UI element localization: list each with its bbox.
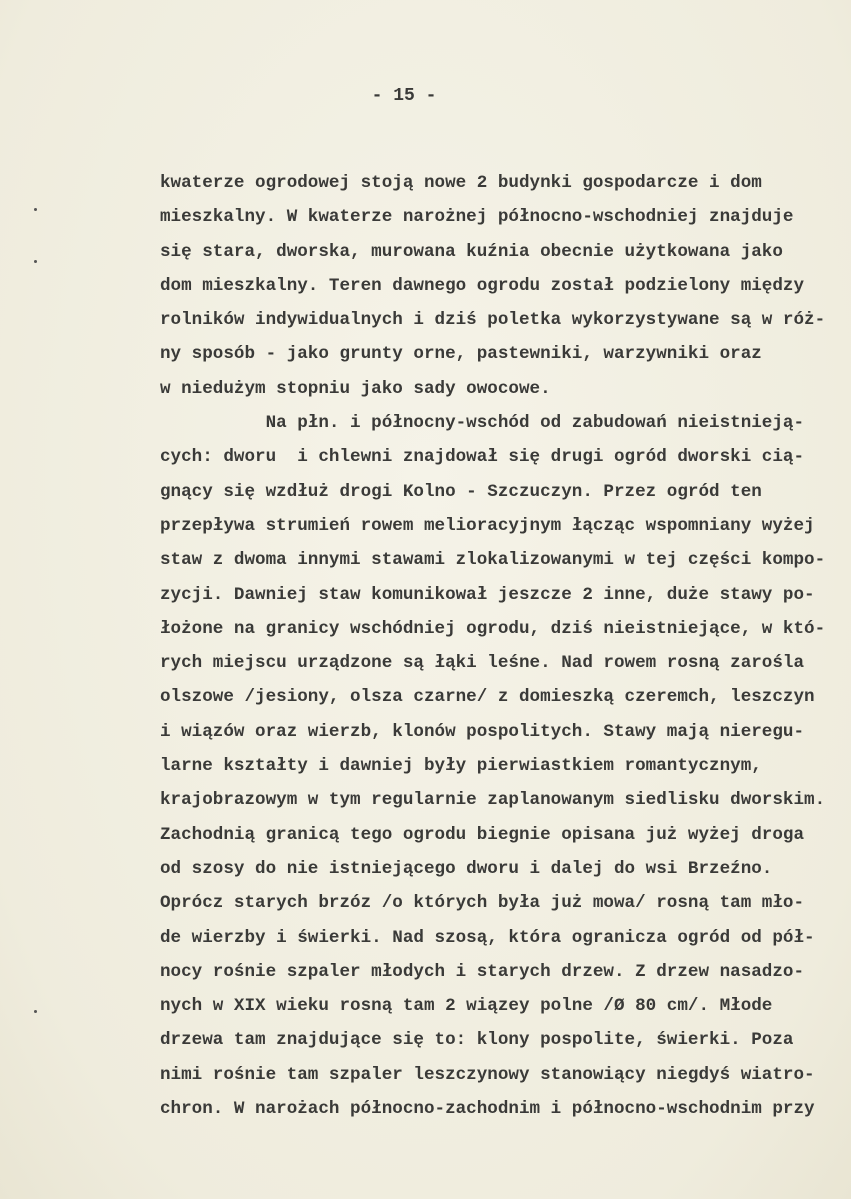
text-line: nych w XIX wieku rosną tam 2 wiązey polne /Ø 80 cm/. Młode [160, 996, 773, 1017]
text-line: staw z dwoma innymi stawami zlokalizowanymi w tej części kompo- [160, 550, 826, 571]
text-line: przepływa strumień rowem melioracyjnym łącząc wspomniany wyżej [160, 515, 815, 536]
paragraph [160, 166, 825, 406]
page-number: - 15 - [371, 86, 437, 106]
text-line: mieszkalny. W kwaterze narożnej północno-wschodniej znajduje [160, 207, 794, 228]
margin-mark [34, 1010, 37, 1013]
margin-mark [34, 260, 37, 263]
text-line: drzewa tam znajdujące się to: klony pospolite, świerki. Poza [160, 1030, 794, 1051]
margin-mark [34, 208, 37, 211]
text-line: larne kształty i dawniej były pierwiastkiem romantycznym, [160, 756, 762, 777]
text-line: rych miejscu urządzone są łąki leśne. Nad rowem rosną zarośla [160, 653, 805, 674]
text-line: Oprócz starych brzóz /o których była już mowa/ rosną tam mło- [160, 893, 805, 914]
text-line: zycji. Dawniej staw komunikował jeszcze 2 inne, duże stawy po- [160, 584, 815, 605]
text-line: kwaterze ogrodowej stoją nowe 2 budynki gospodarcze i dom [160, 173, 762, 193]
text-line: Zachodnią granicą tego ogrodu biegnie opisana już wyżej droga [160, 824, 805, 845]
body-text [160, 166, 825, 1126]
text-line: Na płn. i północny-wschód od zabudowań nieistnieją- [160, 413, 805, 434]
text-line: chron. W narożach północno-zachodnim i północno-wschodnim przy [160, 1099, 815, 1120]
text-line: gnący się wzdłuż drogi Kolno - Szczuczyn. Przez ogród ten [160, 481, 762, 502]
text-line: de wierzby i świerki. Nad szosą, która ogranicza ogród od pół- [160, 927, 815, 948]
text-line: krajobrazowym w tym regularnie zaplanowanym siedlisku dworskim. [160, 790, 826, 811]
text-line: ny sposób - jako grunty orne, pastewniki, warzywniki oraz [160, 344, 762, 365]
text-line: cych: dworu i chlewni znajdował się drugi ogród dworski cią- [160, 447, 805, 468]
text-line: i wiązów oraz wierzb, klonów pospolitych. Stawy mają nieregu- [160, 721, 805, 742]
text-line: się stara, dworska, murowana kuźnia obecnie użytkowana jako [160, 241, 783, 262]
paragraph [160, 406, 825, 1126]
text-line: rolników indywidualnych i dziś poletka wykorzystywane są w róż- [160, 310, 826, 331]
text-line: nimi rośnie tam szpaler leszczynowy stanowiący niegdyś wiatro- [160, 1064, 815, 1085]
text-line: olszowe /jesiony, olsza czarne/ z domieszką czeremch, leszczyn [160, 687, 815, 708]
text-line: łożone na granicy wschódniej ogrodu, dziś nieistniejące, w któ- [160, 618, 826, 639]
text-line: w niedużym stopniu jako sady owocowe. [160, 378, 551, 399]
text-line: nocy rośnie szpaler młodych i starych drzew. Z drzew nasadzo- [160, 961, 805, 982]
text-line: dom mieszkalny. Teren dawnego ogrodu został podzielony między [160, 275, 805, 296]
text-line: od szosy do nie istniejącego dworu i dalej do wsi Brzeźno. [160, 858, 773, 879]
